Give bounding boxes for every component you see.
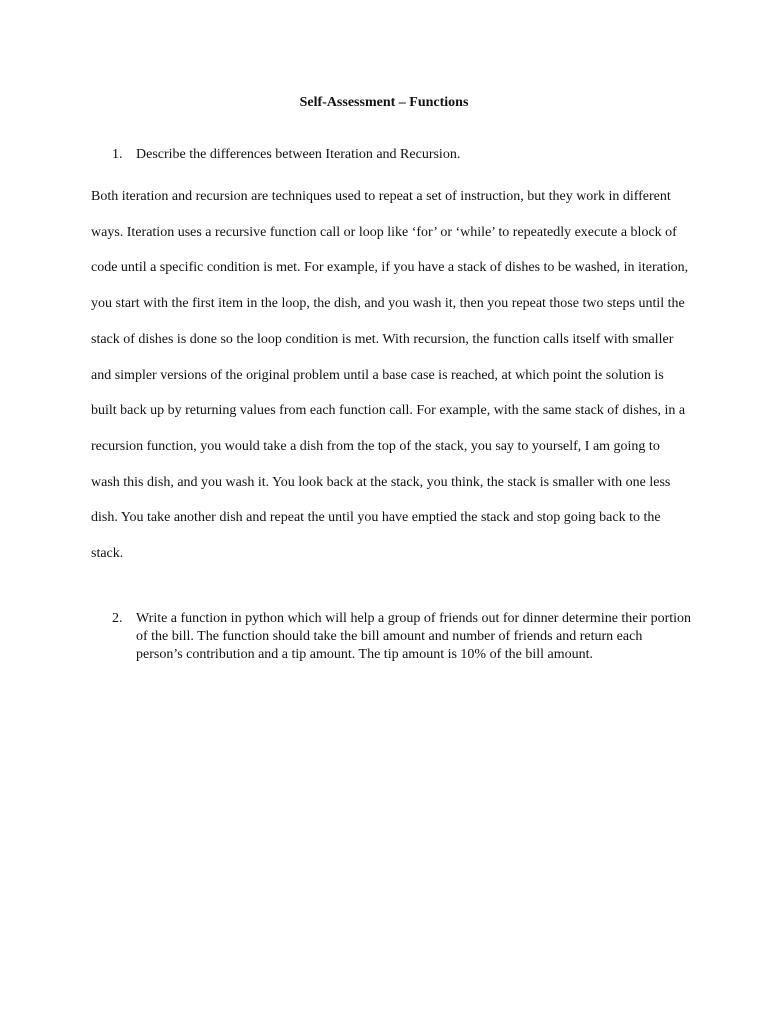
question-1-number: 1. [112,147,123,162]
question-2-number: 2. [112,611,123,626]
answer-1-paragraph: Both iteration and recursion are techniques used to repeat a set of instruction, but they work in different ways. Iteration uses a recursive function call or loop like ‘for’ or ‘while’ to repeatedly execute a block of code until a specific condition is met. For example, if you have a stack of dishes to be washed, in iteration, you start with the first item in the loop, the dish, and you wash it, then you repeat those two steps until the stack of dishes is done so the loop condition is met. With recursion, the function calls itself with smaller and simpler versions of the original problem until a base case is reached, at which point the solution is built back up by returning values from each function call. For example, with the same stack of dishes, in a recursion function, you would take a dish from the top of the stack, you say to yourself, I am going to wash this dish, and you wash it. You look back at the stack, you think, the stack is smaller with one less dish. You take another dish and repeat the until you have emptied the stack and stop going back to the stack. [91,189,689,562]
question-1-text: Describe the differences between Iteration and Recursion. [136,147,461,162]
question-2-text: Write a function in python which will help a group of friends out for dinner determine their portion of the bill. The function should take the bill amount and number of friends and return each person’s contribution and a tip amount. The tip amount is 10% of the bill amount. [136,611,692,663]
page-title: Self-Assessment – Functions [299,95,469,110]
